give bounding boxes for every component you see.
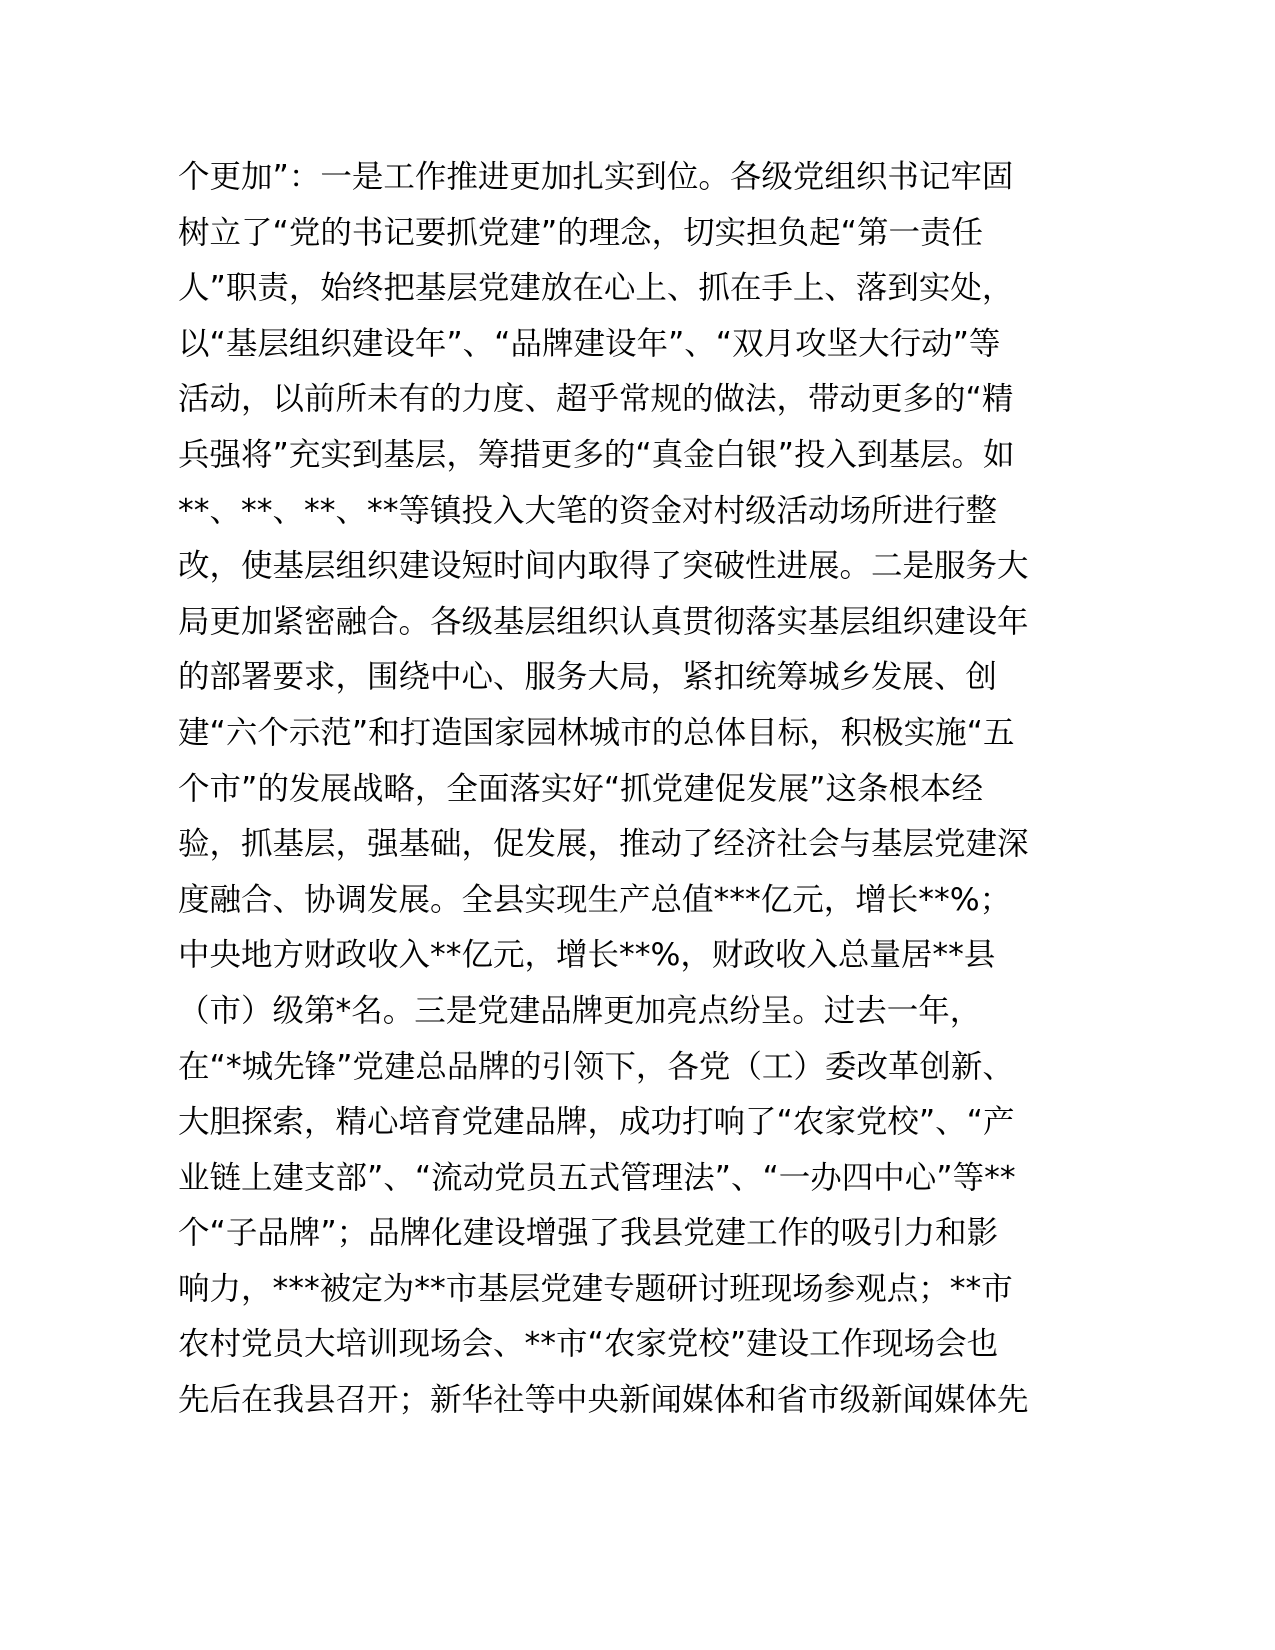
text-line: **、**、**、**等镇投入大笔的资金对村级活动场所进行整 [178, 492, 998, 529]
text-line: 树立了“党的书记要抓党建”的理念，切实担负起“第一责任 [178, 214, 983, 251]
text-line: 改，使基层组织建设短时间内取得了突破性进展。二是服务大 [178, 548, 1029, 585]
text-line: 度融合、协调发展。全县实现生产总值***亿元，增长**%； [178, 881, 1012, 918]
text-line: 大胆探索，精心培育党建品牌，成功打响了“农家党校”、“产 [178, 1104, 1015, 1141]
text-line: （市）级第*名。三是党建品牌更加亮点纷呈。过去一年， [178, 992, 982, 1029]
text-line: 个更加”：一是工作推进更加扎实到位。各级党组织书记牢固 [178, 159, 1014, 195]
text-line: 先后在我县召开；新华社等中央新闻媒体和省市级新闻媒体先 [178, 1382, 1029, 1419]
text-line: 个“子品牌”；品牌化建设增强了我县党建工作的吸引力和影 [178, 1215, 999, 1252]
text-line: 活动，以前所未有的力度、超乎常规的做法，带动更多的“精 [178, 381, 1014, 418]
text-line: 兵强将”充实到基层，筹措更多的“真金白银”投入到基层。如 [178, 436, 1015, 473]
text-line: 业链上建支部”、“流动党员五式管理法”、“一办四中心”等** [178, 1159, 1016, 1196]
text-line: 中央地方财政收入**亿元，增长**%，财政收入总量居**县 [178, 937, 996, 974]
text-line: 以“基层组织建设年”、“品牌建设年”、“双月攻坚大行动”等 [178, 325, 1001, 362]
text-line: 验，抓基层，强基础，促发展，推动了经济社会与基层党建深 [178, 826, 1029, 863]
text-line: 局更加紧密融合。各级基层组织认真贯彻落实基层组织建设年 [178, 603, 1029, 640]
text-line: 个市”的发展战略，全面落实好“抓党建促发展”这条根本经 [178, 770, 983, 807]
text-line: 农村党员大培训现场会、**市“农家党校”建设工作现场会也 [178, 1326, 999, 1363]
text-line: 人”职责，始终把基层党建放在心上、抓在手上、落到实处， [178, 270, 1014, 307]
text-line: 在“*城先锋”党建总品牌的引领下，各党（工）委改革创新、 [178, 1048, 1014, 1085]
text-line: 响力，***被定为**市基层党建专题研讨班现场参观点；**市 [178, 1270, 1013, 1307]
body-paragraph [178, 150, 1078, 1429]
text-line: 建“六个示范”和打造国家园林城市的总体目标，积极实施“五 [178, 714, 1015, 751]
text-line: 的部署要求，围绕中心、服务大局，紧扣统筹城乡发展、创 [178, 659, 998, 696]
